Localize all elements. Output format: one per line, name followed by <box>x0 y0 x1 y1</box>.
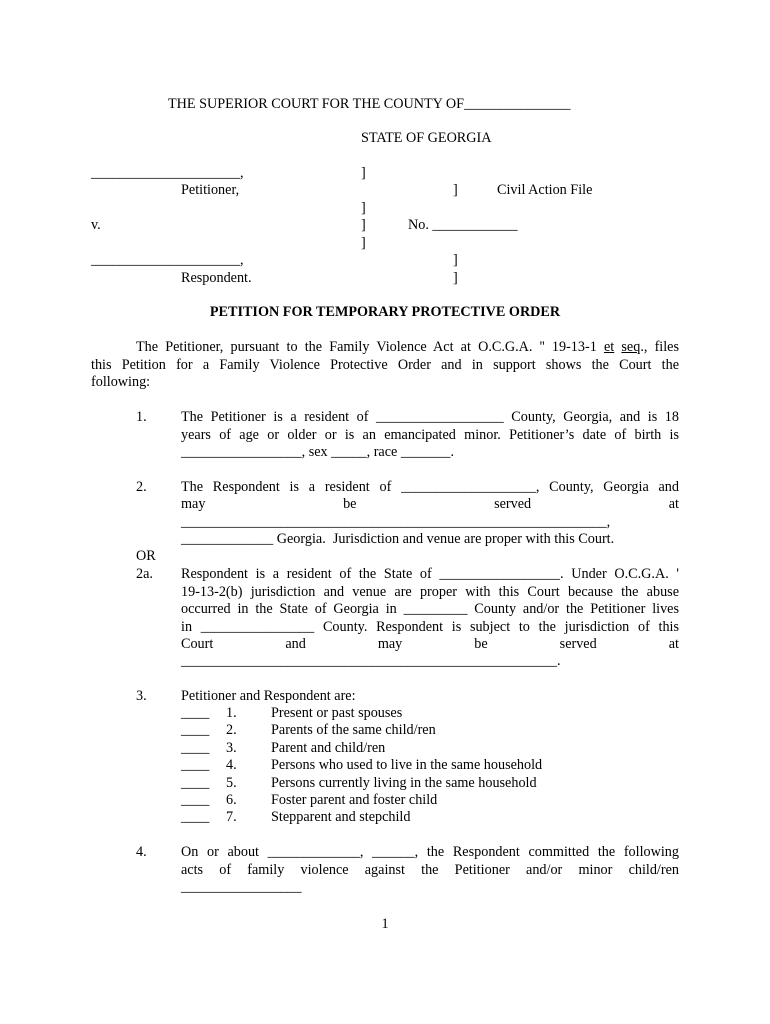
caption-bracket: ] <box>361 200 366 216</box>
caption-bracket: ] <box>453 252 458 268</box>
petition-title: PETITION FOR TEMPORARY PROTECTIVE ORDER <box>209 304 561 320</box>
state-name: STATE OF GEORGIA <box>361 130 492 146</box>
relationship-option-number: 4. <box>226 757 237 773</box>
or-label: OR <box>136 548 156 564</box>
intro-line-1: The Petitioner, pursuant to the Family Violence Act at O.C.G.A. '' 19-13-1 et seq., files <box>136 339 680 355</box>
versus-label: v. <box>91 217 101 233</box>
relationship-option-number: 7. <box>226 809 237 825</box>
intro-line-3: following: <box>91 374 151 390</box>
relationship-option-label: Foster parent and foster child <box>271 792 438 808</box>
item-3-number: 3. <box>136 688 147 704</box>
relationship-checkbox-blank[interactable]: ____ <box>181 705 210 721</box>
respondent-label: Respondent. <box>181 270 252 286</box>
relationship-checkbox-blank[interactable]: ____ <box>181 722 210 738</box>
relationship-option-label: Parent and child/ren <box>271 740 386 756</box>
relationship-option-label: Parents of the same child/ren <box>271 722 436 738</box>
item-2-jurisdiction: _____________ Georgia. Jurisdiction and venue are proper with this Court. <box>181 531 615 547</box>
petitioner-name-blank: _____________________, <box>91 165 244 181</box>
relationship-option-number: 3. <box>226 740 237 756</box>
item-2a-text: Respondent is a resident of the State of _________________. Under O.C.G.A. ' 19-13-2(b) jurisdiction and venue are proper with this Court because the abuse occurred in the State of Georgia in _________ County and/or the Petitioner lives in ________________ County. Respondent is subject to the jurisdiction of this <box>181 566 679 635</box>
item-2-served-line: may be served at <box>181 496 679 512</box>
relationship-checkbox-blank[interactable]: ____ <box>181 740 210 756</box>
item-1-text: The Petitioner is a resident of __________________ County, Georgia, and is 18 years of age or older or is an emancipated minor. Petitioner’s date of birth is _________________, sex _____, race _______. <box>181 409 679 460</box>
civil-action-label: Civil Action File <box>497 182 593 198</box>
relationship-option-label: Persons who used to live in the same household <box>271 757 543 773</box>
relationship-option-number: 6. <box>226 792 237 808</box>
relationship-checkbox-blank[interactable]: ____ <box>181 775 210 791</box>
relationship-option-label: Persons currently living in the same household <box>271 775 537 791</box>
intro-line-2: this Petition for a Family Violence Protective Order and in support shows the Court the <box>91 356 679 373</box>
relationship-checkbox-blank[interactable]: ____ <box>181 809 210 825</box>
relationship-option-label: Stepparent and stepchild <box>271 809 411 825</box>
item-1-number: 1. <box>136 409 147 425</box>
caption-bracket: ] <box>453 270 458 286</box>
item-2a-address-blank: _____________________________________________________. <box>181 653 561 669</box>
respondent-name-blank: _____________________, <box>91 252 244 268</box>
court-title: THE SUPERIOR COURT FOR THE COUNTY OF_______________ <box>168 96 571 112</box>
relationship-option-number: 5. <box>226 775 237 791</box>
relationship-option-label: Present or past spouses <box>271 705 403 721</box>
item-2-address-blank: ____________________________________________________________, <box>181 514 611 530</box>
intro-paragraph <box>91 339 679 392</box>
item-2a-number: 2a. <box>136 566 153 582</box>
item-2-number: 2. <box>136 479 147 495</box>
caption-bracket: ] <box>361 217 366 233</box>
caption-bracket: ] <box>361 165 366 181</box>
item-4-text: On or about _____________, ______, the Respondent committed the following acts of family violence against the Petitioner and/or minor child/ren _________________ <box>181 844 679 895</box>
petitioner-label: Petitioner, <box>181 182 240 198</box>
relationship-checkbox-blank[interactable]: ____ <box>181 757 210 773</box>
relationship-checkbox-blank[interactable]: ____ <box>181 792 210 808</box>
item-3-intro: Petitioner and Respondent are: <box>181 688 356 704</box>
page-number: 1 <box>381 916 389 932</box>
relationship-option-number: 1. <box>226 705 237 721</box>
caption-bracket: ] <box>453 182 458 198</box>
item-4-number: 4. <box>136 844 147 860</box>
case-number: No. ____________ <box>408 217 518 233</box>
relationship-option-number: 2. <box>226 722 237 738</box>
item-2-text: The Respondent is a resident of ___________________, County, Georgia and <box>181 479 679 495</box>
caption-bracket: ] <box>361 235 366 251</box>
item-2a-served-line: Court and may be served at <box>181 636 679 652</box>
